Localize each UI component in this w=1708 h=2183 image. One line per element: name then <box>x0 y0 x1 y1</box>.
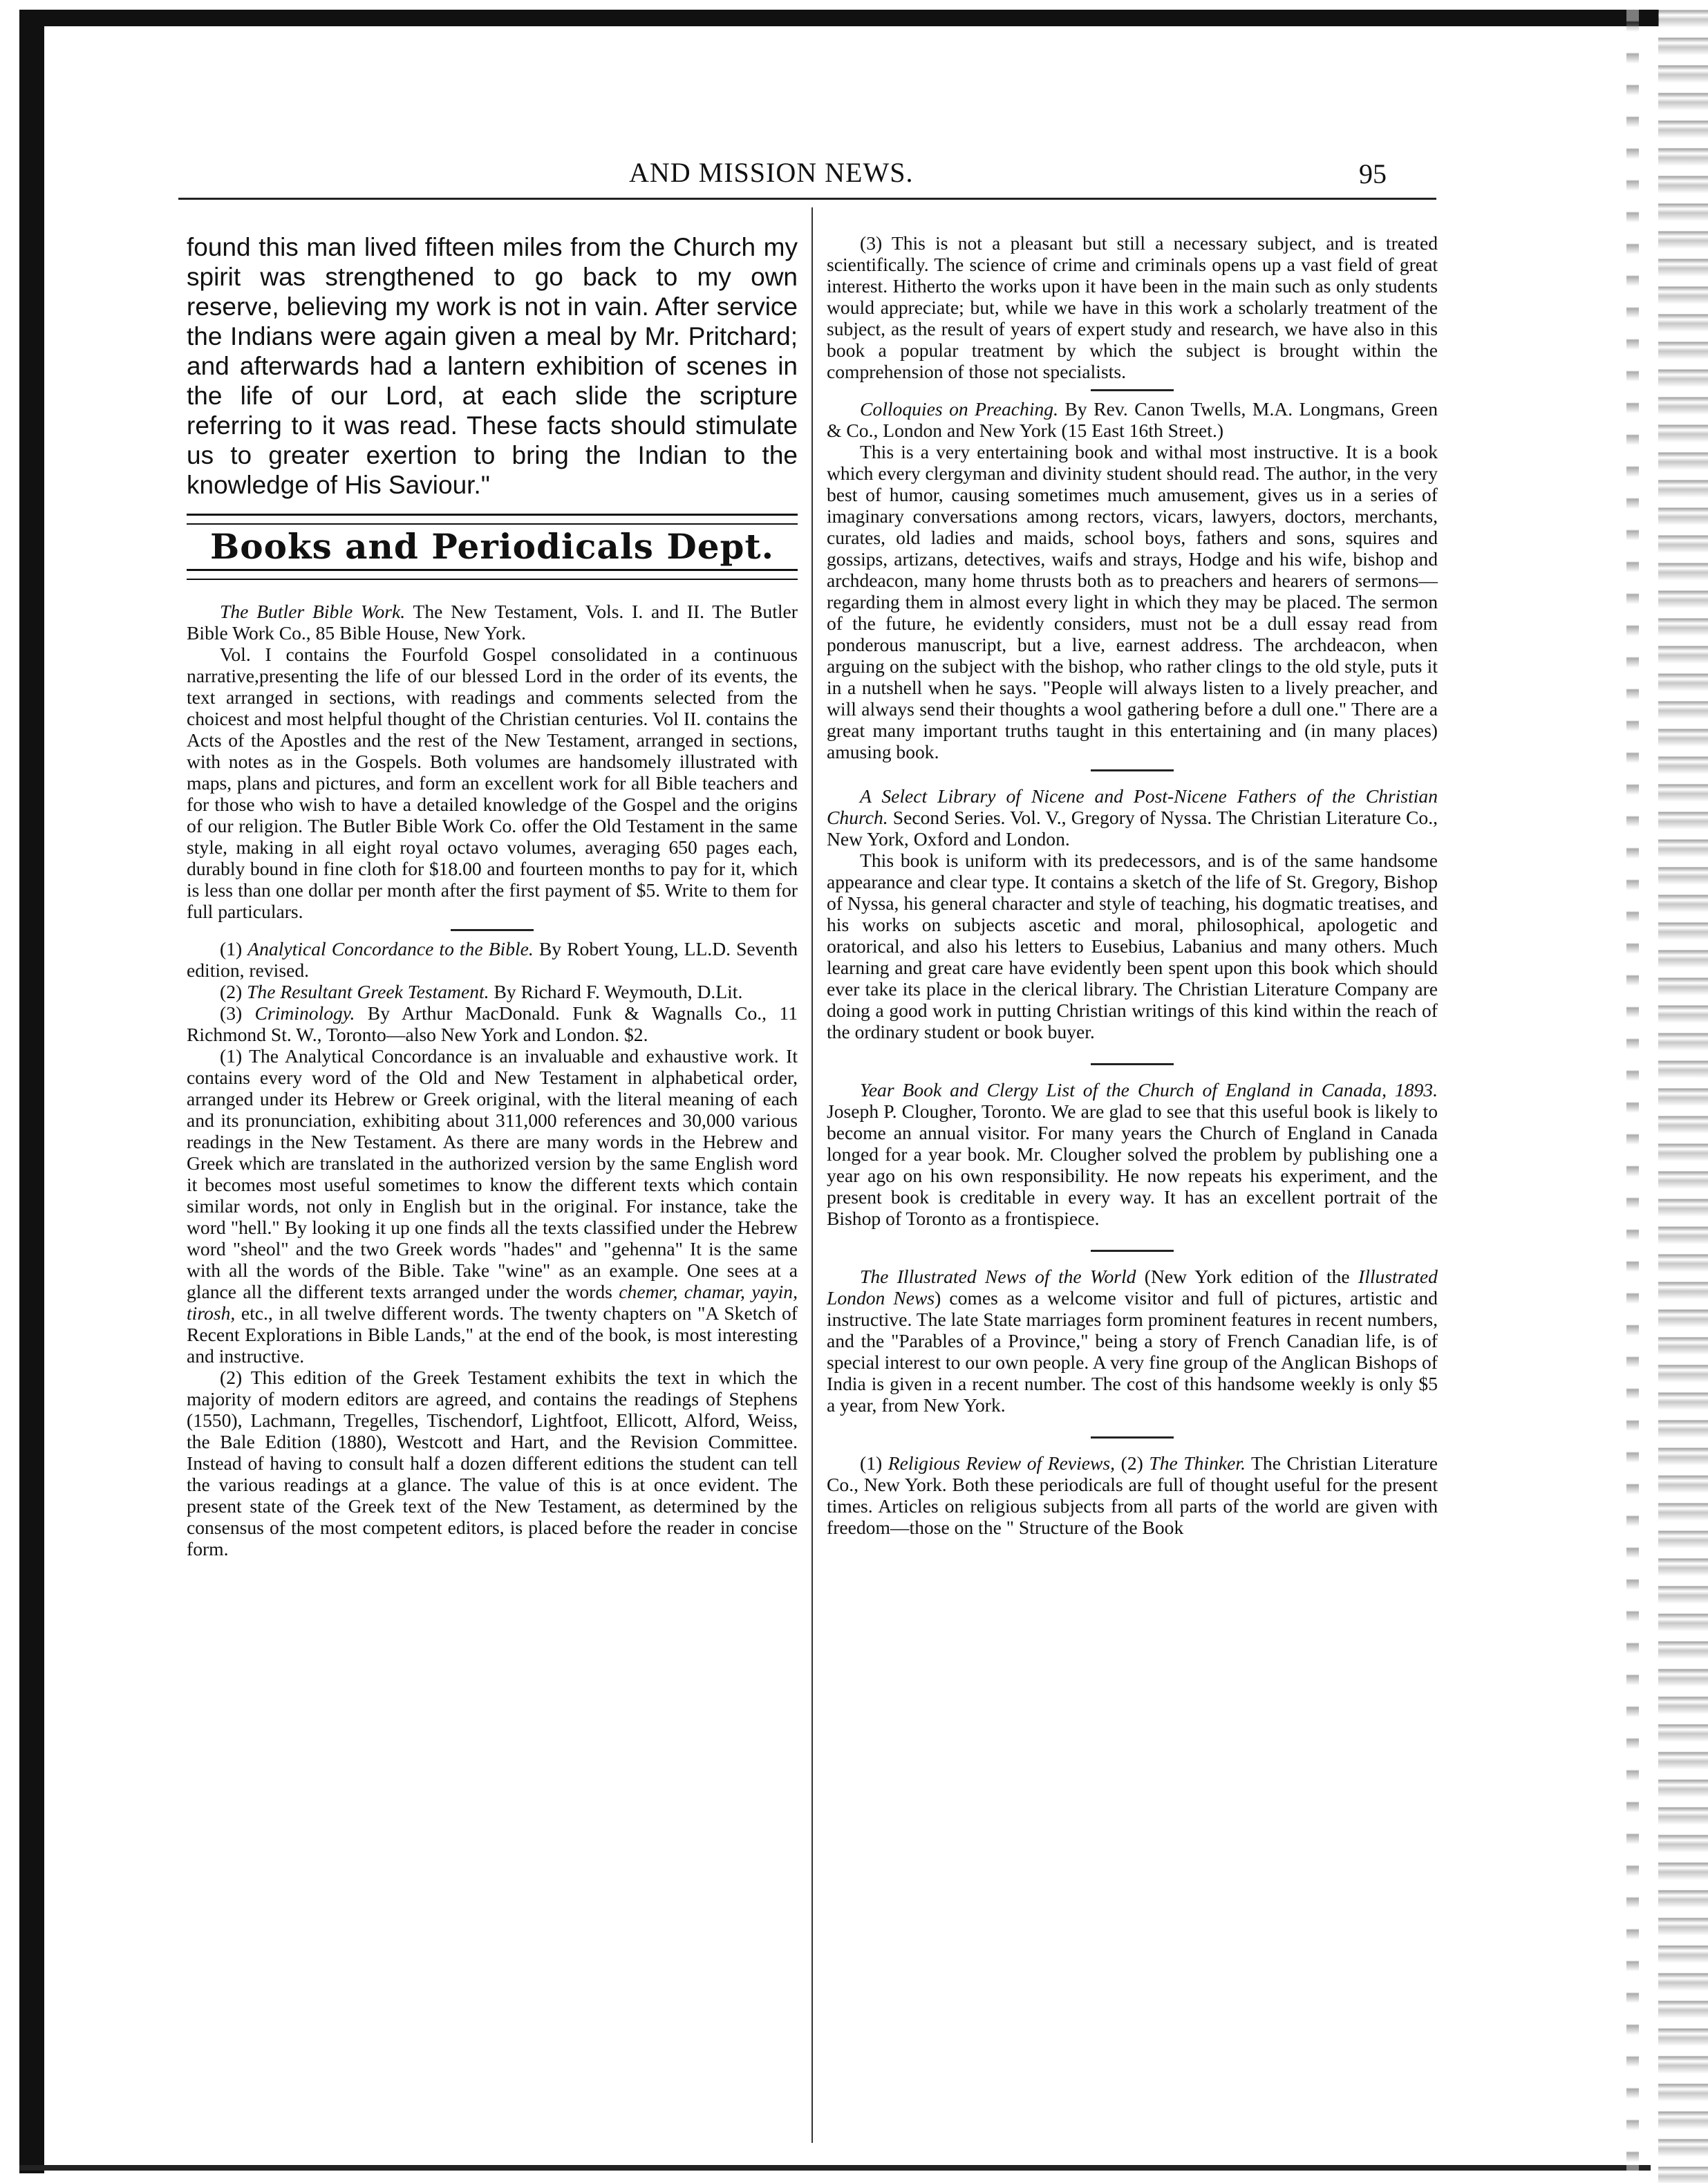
letter-continuation: found this man lived fifteen miles from the Church my spirit was strengthened to go back to my own reserve, believing my work is not in vain. After service the Indians were again given a meal by Mr. Pritchard; and afterwards had a lantern exhibition of scenes in the life of our Lord, at each slide the scripture referring to it was read. These facts should stimulate us to greater exertion to bring the Indian to the knowledge of His Saviour." <box>187 233 798 499</box>
hebrew-words: chemer, chamar, yayin, tirosh, <box>187 1281 798 1324</box>
butler-details: The New Testament, Vols. I. and II. The Butler Bible Work Co., 85 Bible House, New York. <box>187 601 798 644</box>
nicene-review: This book is uniform with its predecessors, and is of the same handsome appearance and clear type. It contains a sketch of the life of St. Gregory, Bishop of Nyssa, his general character and style of teaching, his dogmatic treatises, and his works on subjects ascetic and moral, philosophical, apologetic and oratorical, and also his letters to Eusebius, Labanius and many others. Much learning and great care have evidently been spent upon this book which should ever take its place in the clerical library. The Christian Literature Company are doing a good work in putting Christian writings of this kind within the reach of the ordinary student or book buyer. <box>827 850 1438 1042</box>
left-column <box>187 232 798 1559</box>
colloquies-title: Colloquies on Preaching. <box>860 398 1059 420</box>
page-edge-scan-strip <box>1626 0 1639 2183</box>
item-number: (3) <box>220 1002 255 1024</box>
right-column <box>827 218 1438 1538</box>
page-frame-bottom <box>19 2165 1651 2171</box>
butler-heading <box>187 601 798 644</box>
illustrated-inner-title: Illustrated London News <box>827 1266 1438 1309</box>
nicene-heading <box>827 785 1438 850</box>
running-title: AND MISSION NEWS. <box>629 157 914 188</box>
illustrated-title: The Illustrated News of the World <box>860 1266 1136 1287</box>
nicene-details: Second Series. Vol. V., Gregory of Nyssa. The Christian Literature Co., New York, Oxford and London. <box>827 807 1438 850</box>
item-title: The Resultant Greek Testament. <box>247 981 489 1002</box>
column-divider <box>811 207 813 2143</box>
periodical-title-1: Religious Review of Reviews, <box>888 1452 1116 1474</box>
item-details: By Richard F. Weymouth, D.Lit. <box>489 981 743 1002</box>
item-1 <box>187 938 798 981</box>
yearbook-review <box>827 1079 1438 1229</box>
item-2 <box>187 981 798 1002</box>
item-number: (2) <box>220 981 247 1002</box>
illustrated-text-end: ) comes as a welcome visitor and full of pictures, artistic and instructive. The late State marriages form prominent features in recent numbers, and the "Parables of a Province," being a story of French Canadian life, is of special interest to our own people. A very fine group of the Anglican Bishops of India is given in a recent number. The cost of this handsome weekly is only $5 a year, from New York. <box>827 1287 1438 1416</box>
item-number: (1) <box>860 1452 888 1474</box>
section-title: Books and Periodicals Dept. <box>209 526 774 567</box>
criminology-review: (3) This is not a pleasant but still a necessary subject, and is treated scientifically. The science of crime and criminals opens up a vast field of great interest. Hitherto the works upon it have been in the main such as only students would appreciate; but, while we have in this work a scholarly treatment of the subject, as the result of years of expert study and research, we have also in this book a popular treatment by which the subject is brought within the comprehension of those not specialists. <box>827 232 1438 382</box>
item-number: (1) <box>220 938 248 959</box>
concordance-text-end: etc., in all twelve different words. The twenty chapters on "A Sketch of Recent Explorations in Bible Lands," at the end of the book, is most interesting and instructive. <box>187 1302 798 1367</box>
yearbook-text: Joseph P. Clougher, Toronto. We are glad to see that this useful book is likely to become an annual visitor. For many years the Church of England in Canada longed for a year book. Mr. Clougher solved the problem by publishing one a year ago on his own responsibility. He now repeats his experiment, and the present book is creditable in every way. It has an excellent portrait of the Bishop of Toronto as a frontispiece. <box>827 1100 1438 1229</box>
concordance-review <box>187 1045 798 1367</box>
nicene-title: A Select Library of Nicene and Post-Nicene Fathers of the Christian Church. <box>827 785 1438 828</box>
item-details: By Robert Young, LL.D. Seventh edition, revised. <box>187 938 798 981</box>
illustrated-text: (New York edition of the <box>1136 1266 1358 1287</box>
periodical-title-2: The Thinker. <box>1149 1452 1246 1474</box>
periodicals-text: The Christian Literature Co., New York. Both these periodicals are full of thought useful for the present times. Articles on religious subjects from all parts of the world are given with freedom—those on the " Structure of the Book <box>827 1452 1438 1538</box>
page-frame-left <box>19 10 44 2173</box>
colloquies-review: This is a very entertaining book and withal most instructive. It is a book which every clergyman and divinity student should read. The author, in the very best of humor, causing sometimes much amusement, gives us in a series of imaginary conversations among rectors, vicars, lawyers, doctors, merchants, curates, old ladies and maids, school boys, fathers and sons, squires and gossips, artizans, detectives, waifs and strays, Hodge and his wife, bishop and archdeacon, many home thrusts both as to preachers and hearers of sermons—regarding them in almost every light in which they may be placed. The sermon of the future, he evidently considers, must not be a dull essay read from ponderous manuscript, but a live, earnest address. The archdeacon, when arguing on the subject with the bishop, who rather clings to the old style, puts it in a nutshell when he says. "People will always listen to a lively preacher, and will always send their thoughts a wool gathering before a dull one." There are a great many important truths taught in this entertaining and (in many places) amusing book. <box>827 441 1438 762</box>
item-title: Criminology. <box>254 1002 355 1024</box>
periodicals-review <box>827 1452 1438 1538</box>
greek-testament-review: (2) This edition of the Greek Testament exhibits the text in which the majority of modern editors are agreed, and contains the readings of Stephens (1550), Lachmann, Tregelles, Tischendorf, Lightfoot, Ellicott, Alford, Weiss, the Bale Edition (1880), Westcott and Hart, and the Revision Committee. Instead of having to consult half a dozen different editions the student can tell the various readings at a glance. The value of this is at once evident. The present state of the Greek text of the New Testament, as determined by the consensus of the most competent editors, is placed before the reader in concise form. <box>187 1367 798 1559</box>
illustrated-news-review <box>827 1266 1438 1416</box>
page-frame-top <box>21 10 1659 26</box>
item-title: Analytical Concordance to the Bible. <box>247 938 534 959</box>
colloquies-heading <box>827 398 1438 441</box>
butler-review: Vol. I contains the Fourfold Gospel consolidated in a continuous narrative,presenting the life of our blessed Lord in the order of its events, the text arranged in sections, with readings and comments selected from the choicest and most helpful thought of the Christian centuries. Vol II. contains the Acts of the Apostles and the rest of the New Testament, arranged in sections, with notes as in the Gospels. Both volumes are handsomely illustrated with maps, plans and pictures, and form an excellent work for all Bible teachers and for those who wish to have a detailed knowledge of the Gospel and the origins of our religion. The Butler Bible Work Co. offer the Old Testament in the same style, making in all eight royal octavo volumes, averaging 650 pages each, durably bound in fine cloth for $18.00 and fourteen months to pay for it, which is less than one dollar per month after the first payment of $5. Write to them for full particulars. <box>187 644 798 922</box>
colloquies-details: By Rev. Canon Twells, M.A. Longmans, Green & Co., London and New York (15 East 16th Street.) <box>827 398 1438 441</box>
concordance-text: (1) The Analytical Concordance is an invaluable and exhaustive work. It contains every word of the Old and New Testament in alphabetical order, arranged under its Hebrew or Greek original, with the literal meaning of each and its pronunciation, exhibiting about 311,000 references and 30,000 various readings in the New Testament. As there are many words in the Hebrew and Greek which are translated in the authorized version by the same English word it becomes most useful sometimes to know the different texts which contain similar words, not only in English but in the original. For instance, take the word "hell." By looking it up one finds all the texts classified under the Hebrew word "sheol" and the two Greek words "hades" and "gehenna" It is the same with all the words of the Bible. Take "wine" as an example. One sees at a glance all the different texts arranged under the words <box>187 1045 798 1302</box>
section-rule-bottom <box>187 569 798 580</box>
page-edge-scan-artifact <box>1658 0 1708 2183</box>
butler-title: The Butler Bible Work. <box>220 601 406 622</box>
yearbook-title: Year Book and Clergy List of the Church of England in Canada, 1893. <box>860 1079 1438 1100</box>
page-number: 95 <box>1359 158 1387 189</box>
section-rule-top <box>187 514 798 525</box>
item-3 <box>187 1002 798 1045</box>
header-rule <box>178 198 1436 200</box>
item-details: By Arthur MacDonald. Funk & Wagnalls Co., 11 Richmond St. W., Toronto—also New York and London. $2. <box>187 1002 798 1045</box>
item-number: (2) <box>1115 1452 1149 1474</box>
